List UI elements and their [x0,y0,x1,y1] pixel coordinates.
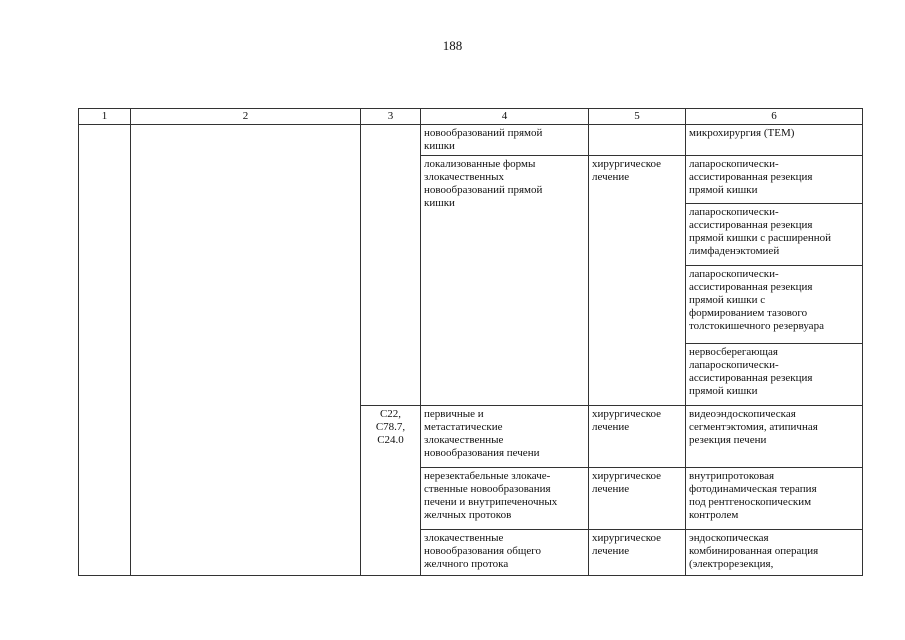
table-row [79,125,863,156]
page-number: 188 [442,38,463,53]
col-header-4: 4 [421,109,589,125]
treatment-cell [589,125,686,156]
diagnosis-cell: новообразований прямой кишки [421,125,589,156]
cell-col3-empty [361,125,421,406]
diagnosis-cell: первичные и метастатические злокачественные новообразования печени [421,406,589,468]
method-cell: лапароскопически- ассистированная резекция прямой кишки [686,156,863,204]
col-header-2: 2 [131,109,361,125]
col-header-1: 1 [79,109,131,125]
diagnosis-cell: злокачественные новообразования общего желчного протока [421,530,589,576]
cell-col1-empty [79,125,131,576]
procedures-table [78,108,863,576]
method-cell: нервосберегающая лапароскопически- ассистированная резекция прямой кишки [686,344,863,406]
method-cell: видеоэндоскопическая сегментэктомия, атипичная резекция печени [686,406,863,468]
treatment-cell: хирургическое лечение [589,156,686,406]
diagnosis-cell: нерезектабельные злокаче- ственные новообразования печени и внутрипеченочных желчных протоков [421,468,589,530]
method-cell: лапароскопически- ассистированная резекция прямой кишки с расширенной лимфаденэктомией [686,204,863,266]
col-header-6: 6 [686,109,863,125]
method-cell: эндоскопическая комбинированная операция (электрорезекция, [686,530,863,576]
treatment-cell: хирургическое лечение [589,530,686,576]
col-header-3: 3 [361,109,421,125]
method-cell: лапароскопически- ассистированная резекция прямой кишки с формированием тазового толстокишечного резервуара [686,266,863,344]
cell-col2-empty [131,125,361,576]
treatment-cell: хирургическое лечение [589,406,686,468]
header-row [79,109,863,125]
col-header-5: 5 [589,109,686,125]
icd-code-cell: C22, C78.7, C24.0 [361,406,421,576]
diagnosis-cell: локализованные формы злокачественных новообразований прямой кишки [421,156,589,406]
treatment-cell: хирургическое лечение [589,468,686,530]
method-cell: микрохирургия (ТЕМ) [686,125,863,156]
method-cell: внутрипротоковая фотодинамическая терапия под рентгеноскопическим контролем [686,468,863,530]
